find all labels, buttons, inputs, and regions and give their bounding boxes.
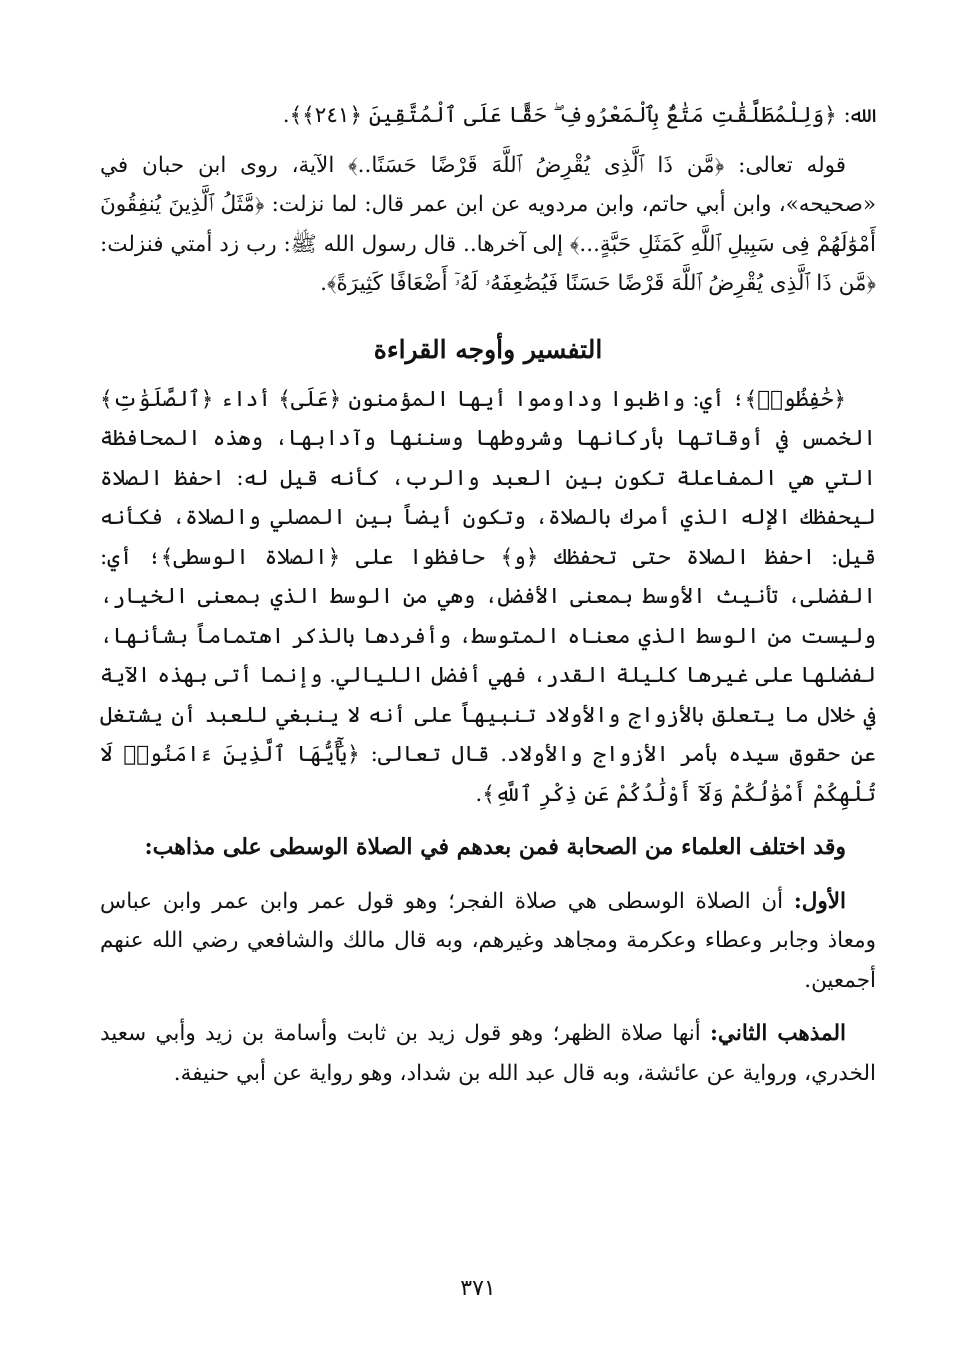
- second-opinion-text: أنها صلاة الظهر؛ وهو قول زيد بن ثابت وأسامة بن زيد وأبي سعيد الخدري، ورواية عن عائشة، وبه قال عبد الله بن شداد، وهو رواية عن أبي حنيفة.: [100, 1021, 876, 1086]
- paragraph-first-opinion: [100, 882, 876, 1001]
- paragraph-verse-241: الله: ﴿وَلِلْمُطَلَّقَٰتِ مَتَٰعٌۢ بِٱلْمَعْرُوفِ ۖ حَقًّا عَلَى ٱلْمُتَّقِينَ ﴿٢٤١﴾﴾.: [282, 103, 876, 128]
- second-opinion-label: المذهب الثاني:: [709, 1021, 847, 1046]
- first-opinion-label: الأول:: [793, 888, 846, 914]
- page-number: ٣٧١: [460, 1276, 496, 1301]
- paragraph-qard-hasan: قوله تعالى: ﴿مَّن ذَا ٱلَّذِى يُقْرِضُ ٱللَّهَ قَرْضًا حَسَنًا..﴾ الآية، روى ابن حبان في «صحيحه»، وابن أبي حاتم، وابن مردويه عن ابن عمر قال: لما نزلت: ﴿مَّثَلُ ٱلَّذِينَ يُنفِقُونَ أَمْوَٰلَهُمْ فِى سَبِيلِ ٱللَّهِ كَمَثَلِ حَبَّةٍ...﴾ إلى آخرها.. قال رسول الله ﷺ: رب زد أمتي فنزلت: ﴿مَّن ذَا ٱلَّذِى يُقْرِضُ ٱللَّهَ قَرْضًا حَسَنًا فَيُضَٰعِفَهُۥ لَهُۥٓ أَضْعَافًا كَثِيرَةً﴾.: [100, 152, 876, 296]
- paragraph-second-opinion: [100, 1014, 876, 1093]
- page-body: [100, 96, 876, 1093]
- first-opinion-text: أن الصلاة الوسطى هي صلاة الفجر؛ وهو قول عمر وابن عمر وابن عباس ومعاذ وجابر وعطاء وعكرمة ومجاهد وغيرهم، وبه قال مالك والشافعي رضي الله عنهم أجمعين.: [100, 888, 876, 993]
- paragraph-scholars-opinions: وقد اختلف العلماء من الصحابة فمن بعدهم في الصلاة الوسطى على مذاهب:: [144, 834, 846, 860]
- section-heading: التفسير وأوجه القراءة: [373, 334, 603, 364]
- paragraph-tafsir: ﴿حَٰفِظُوا۟﴾؛ أي: واظبوا وداوموا أيها المؤمنون ﴿عَلَى﴾ أداء ﴿ٱلصَّلَوَٰتِ﴾ الخمس في أوقاتها بأركانها وشروطها وسننها وآدابها، وهذه المحافظة التي هي المفاعلة تكون بين العبد والرب، كأنه قيل له: احفظ الصلاة ليحفظك الإله الذي أمرك بالصلاة، وتكون أيضاً بين المصلي والصلاة، فكأنه قيل: احفظ الصلاة حتى تحفظك ﴿و﴾ حافظوا على ﴿الصلاة الوسطى﴾؛ أي: الفضلى، تأنيث الأوسط بمعنى الأفضل، وهي من الوسط الذي بمعنى الخيار، وليست من الوسط الذي معناه المتوسط، وأفردها بالذكر اهتماماً بشأنها، لفضلها على غيرها كليلة القدر، فهي أفضل الليالي. وإنما أتى بهذه الآية في خلال ما يتعلق بالأزواج والأولاد تنبيهاً على أنه لا ينبغي للعبد أن يشتغل عن حقوق سيده بأمر الأزواج والأولاد. قال تعالى: ﴿يَٰٓأَيُّهَا ٱلَّذِينَ ءَامَنُوا۟ لَا تُلْهِكُمْ أَمْوَٰلُكُمْ وَلَآ أَوْلَٰدُكُمْ عَن ذِكْرِ ٱللَّهِ﴾.: [100, 386, 876, 807]
